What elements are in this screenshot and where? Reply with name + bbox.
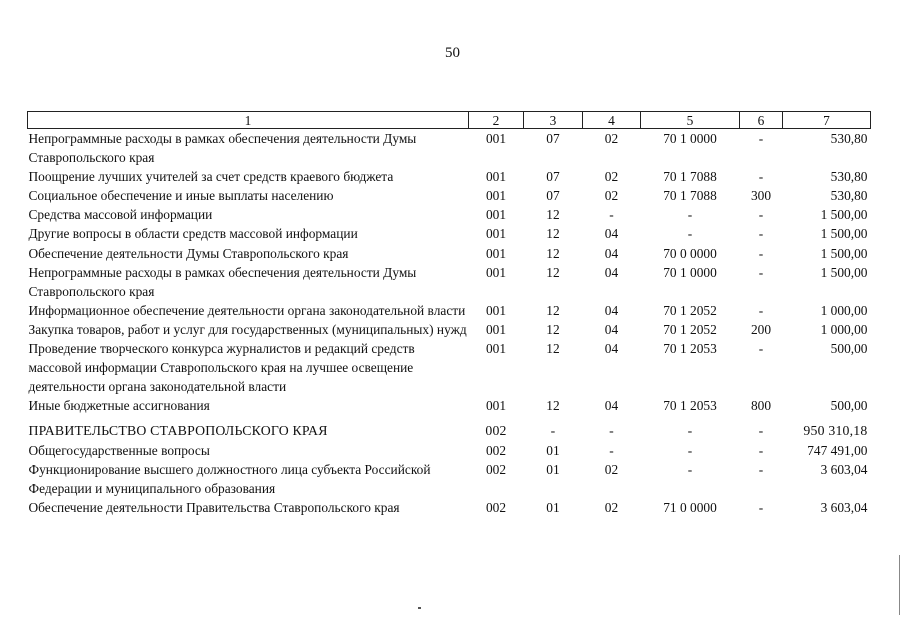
row-col-4: -	[609, 423, 614, 439]
header-col-2: 2	[469, 112, 524, 129]
row-description: Средства массовой информации	[28, 207, 213, 223]
table-row	[28, 460, 871, 498]
row-col-6: -	[758, 245, 764, 261]
table-row	[28, 441, 871, 460]
row-col-6: -	[758, 169, 764, 185]
row-col-5: -	[687, 461, 693, 477]
row-col-3: 01	[546, 461, 560, 477]
row-col-2: 002	[485, 423, 507, 439]
row-col-2: 001	[485, 226, 507, 242]
row-col-4: 04	[604, 245, 619, 261]
page-number: 50	[445, 45, 460, 61]
row-col-5: 70 1 2052	[663, 302, 717, 318]
header-col-3: 3	[524, 112, 583, 129]
row-col-7: 530,80	[830, 169, 868, 185]
row-col-2: 001	[485, 169, 507, 185]
row-col-2: 001	[485, 302, 507, 318]
table-row	[28, 301, 871, 320]
row-col-2: 002	[485, 442, 507, 458]
row-col-5: 70 1 2053	[663, 398, 717, 414]
row-col-3: 12	[546, 264, 560, 280]
row-col-6: 300	[750, 188, 772, 204]
row-description: Функционирование высшего должностного лица субъекта Российской Федерации и муниципального образования	[28, 461, 431, 496]
row-col-5: 70 1 2053	[663, 341, 717, 357]
row-col-2: 001	[485, 207, 507, 223]
row-col-4: 02	[604, 461, 619, 477]
table-row	[28, 244, 871, 263]
row-col-7: 3 603,04	[820, 461, 868, 477]
row-col-6: -	[758, 423, 764, 439]
table-row	[28, 415, 871, 440]
row-col-7: 1 500,00	[820, 264, 868, 280]
row-col-5: 70 1 2052	[663, 321, 717, 337]
row-description: Другие вопросы в области средств массовой информации	[28, 226, 358, 242]
table-row	[28, 339, 871, 396]
header-col-7: 7	[783, 112, 871, 129]
row-col-7: 950 310,18	[803, 423, 868, 439]
row-col-3: 12	[546, 398, 560, 414]
table-row	[28, 205, 871, 224]
row-col-7: 3 603,04	[820, 499, 868, 515]
row-col-3: 07	[546, 188, 560, 204]
row-col-7: 1 000,00	[820, 302, 868, 318]
row-col-4: 04	[604, 264, 619, 280]
row-description: Обеспечение деятельности Думы Ставропольского края	[28, 245, 349, 261]
row-col-3: -	[550, 423, 556, 439]
row-description: Общегосударственные вопросы	[28, 442, 210, 458]
row-col-6: 200	[750, 321, 772, 337]
row-col-3: 07	[546, 131, 560, 146]
row-col-4: 04	[604, 398, 619, 414]
row-col-6: -	[758, 226, 764, 242]
row-col-7: 500,00	[830, 341, 868, 357]
row-col-7: 500,00	[830, 398, 868, 414]
header-col-4: 4	[583, 112, 641, 129]
row-col-2: 001	[485, 245, 507, 261]
row-col-4: 02	[604, 169, 619, 185]
row-col-4: 04	[604, 341, 619, 357]
row-col-4: 02	[604, 499, 619, 515]
row-col-5: -	[687, 442, 693, 458]
row-col-3: 12	[546, 207, 560, 223]
row-col-4: 04	[604, 302, 619, 318]
table-row	[28, 320, 871, 339]
row-col-6: 800	[750, 398, 772, 414]
row-description: Непрограммные расходы в рамках обеспечения деятельности Думы Ставропольского края	[28, 131, 417, 166]
row-description: Обеспечение деятельности Правительства Ставропольского края	[28, 499, 400, 515]
table-row	[28, 186, 871, 205]
row-col-3: 12	[546, 245, 560, 261]
row-col-2: 001	[485, 131, 507, 146]
row-col-5: -	[687, 207, 693, 223]
row-col-6: -	[758, 302, 764, 318]
row-col-7: 1 500,00	[820, 226, 868, 242]
row-col-7: 747 491,00	[807, 442, 868, 458]
table-row	[28, 224, 871, 243]
row-col-5: 70 1 7088	[663, 188, 717, 204]
row-col-2: 001	[485, 321, 507, 337]
table-row	[28, 167, 871, 186]
row-col-4: 04	[604, 321, 619, 337]
row-col-5: -	[687, 226, 693, 242]
scan-edge-line	[899, 555, 900, 615]
row-col-2: 001	[485, 398, 507, 414]
row-col-5: -	[687, 423, 693, 439]
row-col-6: -	[758, 341, 764, 357]
row-col-3: 12	[546, 302, 560, 318]
table-row	[28, 129, 871, 168]
row-col-3: 12	[546, 226, 560, 242]
budget-table	[27, 111, 871, 517]
row-col-2: 001	[485, 188, 507, 204]
row-col-5: 70 0 0000	[663, 245, 717, 261]
row-col-5: 70 1 0000	[663, 131, 717, 146]
row-col-7: 530,80	[830, 131, 868, 146]
scan-mark	[418, 607, 421, 609]
row-col-3: 12	[546, 341, 560, 357]
row-col-2: 002	[485, 461, 507, 477]
table-row	[28, 498, 871, 517]
row-description: Проведение творческого конкурса журналистов и редакций средств массовой информации Ставропольского края на лучшее освещение деятельности органа законодательной власти	[28, 341, 415, 395]
row-col-2: 002	[485, 499, 507, 515]
table-row	[28, 396, 871, 415]
row-description: Непрограммные расходы в рамках обеспечения деятельности Думы Ставропольского края	[28, 264, 417, 299]
row-col-6: -	[758, 499, 764, 515]
row-col-5: 71 0 0000	[663, 499, 717, 515]
header-col-1: 1	[28, 112, 469, 129]
row-col-7: 1 500,00	[820, 207, 868, 223]
row-col-6: -	[758, 264, 764, 280]
row-col-4: 04	[604, 226, 619, 242]
row-col-5: 70 1 7088	[663, 169, 717, 185]
row-col-4: 02	[604, 131, 619, 146]
row-col-5: 70 1 0000	[663, 264, 717, 280]
table-body	[28, 129, 871, 517]
row-col-4: 02	[604, 188, 619, 204]
row-description: ПРАВИТЕЛЬСТВО СТАВРОПОЛЬСКОГО КРАЯ	[28, 423, 328, 439]
row-description: Информационное обеспечение деятельности органа законодательной власти	[28, 302, 466, 318]
row-col-2: 001	[485, 341, 507, 357]
header-col-5: 5	[641, 112, 740, 129]
row-col-3: 01	[546, 499, 560, 515]
row-col-7: 530,80	[830, 188, 868, 204]
row-description: Поощрение лучших учителей за счет средств краевого бюджета	[28, 169, 394, 185]
row-col-6: -	[758, 131, 764, 146]
row-col-2: 001	[485, 264, 507, 280]
table-row	[28, 263, 871, 301]
row-col-6: -	[758, 461, 764, 477]
row-col-4: -	[609, 442, 614, 458]
row-col-7: 1 500,00	[820, 245, 868, 261]
row-col-6: -	[758, 207, 764, 223]
row-col-6: -	[758, 442, 764, 458]
header-col-6: 6	[740, 112, 783, 129]
row-col-3: 12	[546, 321, 560, 337]
row-description: Закупка товаров, работ и услуг для государственных (муниципальных) нужд	[28, 321, 467, 337]
header-row	[28, 112, 871, 129]
row-description: Иные бюджетные ассигнования	[28, 398, 210, 414]
row-col-7: 1 000,00	[820, 321, 868, 337]
row-description: Социальное обеспечение и иные выплаты населению	[28, 188, 334, 204]
row-col-4: -	[609, 207, 614, 223]
row-col-3: 01	[546, 442, 560, 458]
row-col-3: 07	[546, 169, 560, 185]
